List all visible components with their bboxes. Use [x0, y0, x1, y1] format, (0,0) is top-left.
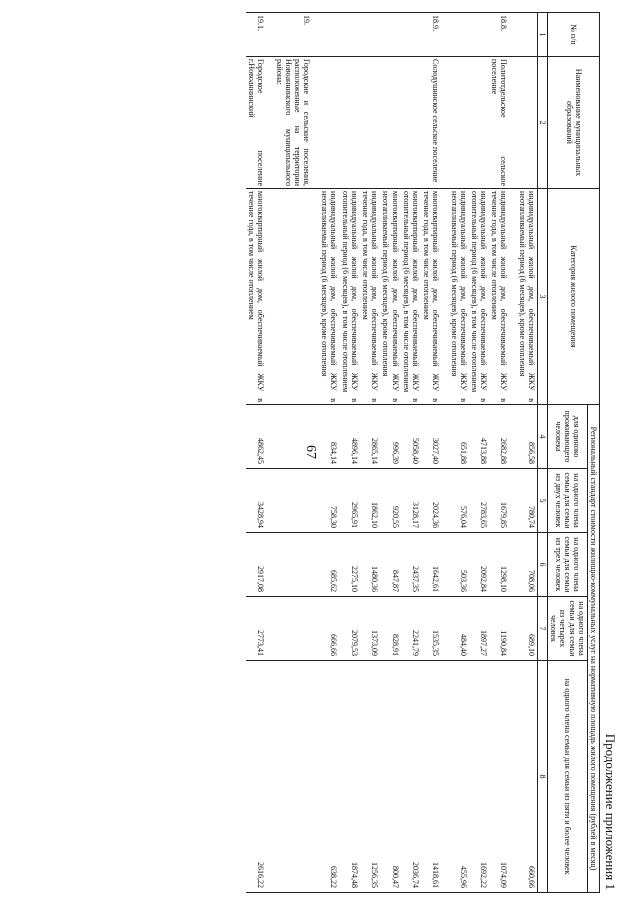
value-cell: 2275,10: [340, 533, 360, 597]
column-number: 7: [537, 597, 547, 661]
row-number: 18.8.: [489, 13, 509, 57]
value-cell: 685,62: [319, 533, 339, 597]
table-row: [319, 13, 339, 893]
column-number: 2: [537, 57, 547, 189]
header-sub-col: на одного члена семьи для семьи из двух человек: [548, 469, 588, 533]
housing-category: многоквартирный жилой дом, обеспечиваемый ЖКУ в неотапливаемый период (6 месяцев), кроме отопления: [380, 189, 400, 405]
value-cell: 828,91: [380, 597, 400, 661]
housing-category: индивидуальный жилой дом, обеспечиваемый ЖКУ в течение года, в том числе отоплением: [489, 189, 509, 405]
municipality-name: Солодушинское сельское поселение: [421, 57, 441, 189]
value-cell: 996,39: [380, 405, 400, 469]
housing-category: индивидуальный жилой дом, обеспечиваемый ЖКУ в отопительный период (6 месяцев), в том числе отоплением: [340, 189, 360, 405]
value-cell: [273, 661, 312, 893]
value-cell: 2965,91: [340, 469, 360, 533]
table-row: [340, 13, 360, 893]
column-number: 8: [537, 661, 547, 893]
value-cell: [273, 597, 312, 661]
value-cell: 780,74: [517, 469, 538, 533]
value-cell: 1074,09: [489, 661, 509, 893]
value-cell: 1535,35: [421, 597, 441, 661]
value-cell: 3027,40: [421, 405, 441, 469]
housing-category: многоквартирный жилой дом, обеспечиваемый ЖКУ в течение года, в том числе отоплением: [246, 189, 266, 405]
value-cell: 503,36: [448, 533, 468, 597]
housing-category: [273, 189, 312, 405]
value-cell: 2437,35: [401, 533, 421, 597]
column-number: 3: [537, 189, 547, 405]
table-row: [401, 13, 421, 893]
column-number: 4: [537, 405, 547, 469]
value-cell: 1642,61: [421, 533, 441, 597]
header-municipality: Наименование муниципальных образований: [548, 57, 600, 189]
municipality-name: [340, 57, 360, 189]
housing-category: индивидуальный жилой дом, обеспечиваемый ЖКУ в течение года, в том числе отоплением: [360, 189, 380, 405]
row-number: [340, 13, 360, 57]
municipality-name: [469, 57, 489, 189]
value-cell: 847,87: [380, 533, 400, 597]
municipality-name: [360, 57, 380, 189]
table-row: [273, 13, 312, 893]
value-cell: 4896,14: [340, 405, 360, 469]
header-sub-col: на одного члена семьи для семьи из четырех человек: [548, 597, 588, 661]
value-cell: 576,04: [448, 469, 468, 533]
column-number: 6: [537, 533, 547, 597]
table-row: [380, 13, 400, 893]
value-cell: 2036,74: [401, 661, 421, 893]
value-cell: 2773,41: [246, 597, 266, 661]
housing-category: индивидуальный жилой дом, обеспечиваемый ЖКУ в неотапливаемый период (6 месяцев), кроме отопления: [319, 189, 339, 405]
value-cell: 1897,27: [469, 597, 489, 661]
municipality-name: [448, 57, 468, 189]
row-number: [401, 13, 421, 57]
value-cell: 1298,10: [489, 533, 509, 597]
value-cell: 856,58: [517, 405, 538, 469]
municipality-name: [380, 57, 400, 189]
table-row: [360, 13, 380, 893]
row-number: [448, 13, 468, 57]
row-number: [380, 13, 400, 57]
page-number: 67: [303, 445, 318, 459]
housing-category: многоквартирный жилой дом, обеспечиваемый ЖКУ в отопительный период (6 месяцев), в том числе отоплением: [401, 189, 421, 405]
value-cell: 758,30: [319, 469, 339, 533]
table-row: [469, 13, 489, 893]
tariff-table: [246, 12, 600, 893]
value-cell: [273, 469, 312, 533]
value-cell: 3128,17: [401, 469, 421, 533]
table-row: [421, 13, 441, 893]
row-number: 19.: [273, 13, 312, 57]
housing-category: многоквартирный жилой дом, обеспечиваемый ЖКУ в течение года, в том числе отоплением: [421, 189, 441, 405]
value-cell: 4862,45: [246, 405, 266, 469]
table-row: [246, 13, 266, 893]
housing-category: индивидуальный жилой дом, обеспечиваемый ЖКУ в отопительный период (6 месяцев), в том числе отоплением: [469, 189, 489, 405]
value-cell: 1874,48: [340, 661, 360, 893]
value-cell: 2616,22: [246, 661, 266, 893]
value-cell: 1256,35: [360, 661, 380, 893]
value-cell: 484,40: [448, 597, 468, 661]
value-cell: 638,22: [319, 661, 339, 893]
value-cell: 2783,65: [469, 469, 489, 533]
housing-category: индивидуальный жилой дом, обеспечиваемый ЖКУ в неотапливаемый период (6 месяцев), кроме отопления: [517, 189, 538, 405]
value-cell: 1692,22: [469, 661, 489, 893]
value-cell: 1679,85: [489, 469, 509, 533]
municipality-name: [401, 57, 421, 189]
appendix-title: Продолжение приложения 1: [603, 733, 618, 890]
table-row: [489, 13, 509, 893]
municipality-name: Городские и сельские поселения, расположенные на территории Новоаннинского муниципального района:: [273, 57, 312, 189]
column-number: 5: [537, 469, 547, 533]
value-cell: 920,55: [380, 469, 400, 533]
header-sub-col: на одного члена семьи для семьи из пяти и более человек: [548, 661, 588, 893]
value-cell: 1480,36: [360, 533, 380, 597]
value-cell: 2682,88: [489, 405, 509, 469]
housing-category: индивидуальный жилой дом, обеспечиваемый ЖКУ в неотапливаемый период (6 месяцев), кроме отопления: [448, 189, 468, 405]
row-number: 19.1.: [246, 13, 266, 57]
value-cell: 708,06: [517, 533, 538, 597]
table-row: [517, 13, 538, 893]
value-cell: 2865,14: [360, 405, 380, 469]
row-number: [360, 13, 380, 57]
header-sub-col: для одиноко проживающего человека: [548, 405, 588, 469]
row-number: [517, 13, 538, 57]
value-cell: 1373,09: [360, 597, 380, 661]
value-cell: 1862,10: [360, 469, 380, 533]
value-cell: 5058,40: [401, 405, 421, 469]
value-cell: 2024,36: [421, 469, 441, 533]
row-number: [319, 13, 339, 57]
header-no: № п/п: [548, 13, 600, 57]
row-number: [469, 13, 489, 57]
value-cell: 2917,08: [246, 533, 266, 597]
value-cell: 1418,61: [421, 661, 441, 893]
value-cell: 689,10: [517, 597, 538, 661]
value-cell: 2241,79: [401, 597, 421, 661]
municipality-name: Городское поселение г.Новоаннинский: [246, 57, 266, 189]
value-cell: 834,14: [319, 405, 339, 469]
value-cell: 2092,84: [469, 533, 489, 597]
value-cell: 3428,94: [246, 469, 266, 533]
header-sub-col: на одного члена семьи для семьи из трех человек: [548, 533, 588, 597]
column-number-row: [537, 13, 547, 893]
header-standard-group: Региональный стандарт стоимости жилищно-коммунальных услуг на нормативную площадь жилого помещения (рублей в месяц): [587, 405, 599, 893]
value-cell: 1190,84: [489, 597, 509, 661]
value-cell: 660,66: [517, 661, 538, 893]
value-cell: 4713,88: [469, 405, 489, 469]
value-cell: 651,88: [448, 405, 468, 469]
municipality-name: [319, 57, 339, 189]
municipality-name: Политотдельское сельское поселение: [489, 57, 509, 189]
header-category: Категория жилого помещения: [548, 189, 600, 405]
value-cell: 455,96: [448, 661, 468, 893]
table-row: [448, 13, 468, 893]
row-number: 18.9.: [421, 13, 441, 57]
municipality-name: [517, 57, 538, 189]
value-cell: [273, 405, 312, 469]
rotated-page: [98, 12, 618, 892]
value-cell: 800,47: [380, 661, 400, 893]
value-cell: [273, 533, 312, 597]
value-cell: 2079,53: [340, 597, 360, 661]
column-number: 1: [537, 13, 547, 57]
value-cell: 666,66: [319, 597, 339, 661]
